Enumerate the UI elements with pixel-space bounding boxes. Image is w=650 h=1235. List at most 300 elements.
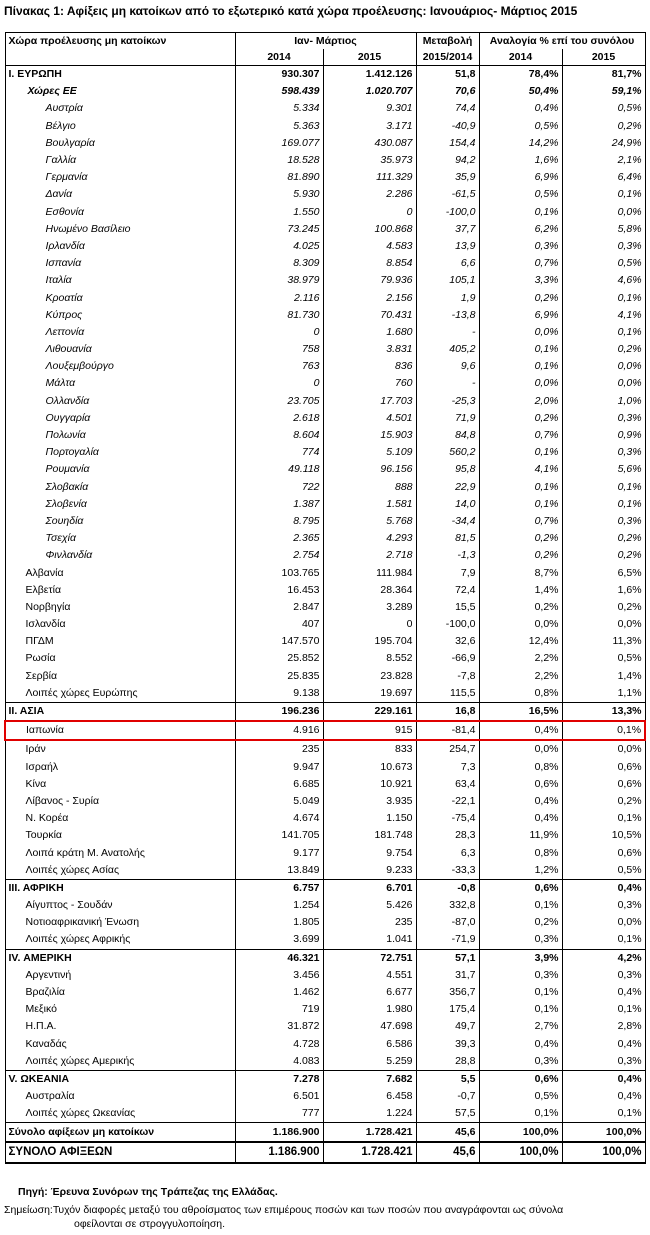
cell-2015: 72.751 (323, 949, 416, 967)
row-label: Γαλλία (5, 152, 235, 169)
table-row (5, 204, 645, 221)
cell-change: -13,8 (416, 307, 479, 324)
cell-2015: 7.682 (323, 1070, 416, 1088)
cell-share-2014: 0,1% (479, 444, 562, 461)
table-row (5, 238, 645, 255)
table-row (5, 1018, 645, 1035)
cell-share-2014: 2,2% (479, 650, 562, 667)
cell-share-2015: 0,1% (562, 324, 645, 341)
row-label: Λεττονία (5, 324, 235, 341)
row-label: V. ΩΚΕΑΝΙΑ (5, 1070, 235, 1088)
row-label: Κροατία (5, 289, 235, 306)
row-label: Πολωνία (5, 427, 235, 444)
row-label: Λιθουανία (5, 341, 235, 358)
table-row (5, 564, 645, 581)
cell-share-2015: 0,4% (562, 1070, 645, 1088)
cell-change: 74,4 (416, 100, 479, 117)
cell-change: 154,4 (416, 135, 479, 152)
cell-2015: 4.293 (323, 530, 416, 547)
row-label: Σερβία (5, 668, 235, 685)
table-row (5, 616, 645, 633)
cell-2014: 1.550 (235, 204, 323, 221)
cell-share-2014: 0,2% (479, 530, 562, 547)
cell-change: 32,6 (416, 633, 479, 650)
row-label: Νοτιοαφρικανική Ένωση (5, 914, 235, 931)
cell-share-2015: 0,1% (562, 1001, 645, 1018)
cell-2014: 49.118 (235, 461, 323, 478)
header-period: Ιαν- Μάρτιος (235, 33, 416, 50)
cell-2015: 833 (323, 740, 416, 758)
table-row (5, 221, 645, 238)
cell-change: 57,5 (416, 1105, 479, 1123)
cell-share-2014: 0,4% (479, 721, 562, 740)
row-label: Ν. Κορέα (5, 810, 235, 827)
cell-share-2015: 1,1% (562, 685, 645, 703)
cell-share-2015: 4,2% (562, 949, 645, 967)
cell-2015: 79.936 (323, 272, 416, 289)
cell-share-2015: 0,5% (562, 255, 645, 272)
footnote-line-2: οφείλονται σε στρογγυλοποίηση. (74, 1218, 226, 1230)
cell-change: 115,5 (416, 685, 479, 703)
cell-change: 37,7 (416, 221, 479, 238)
cell-share-2014: 0,0% (479, 616, 562, 633)
cell-2015: 229.161 (323, 702, 416, 721)
table-row (5, 1053, 645, 1071)
cell-2015: 0 (323, 204, 416, 221)
cell-change: 15,5 (416, 599, 479, 616)
cell-2014: 1.462 (235, 984, 323, 1001)
cell-change: 71,9 (416, 410, 479, 427)
cell-2014: 73.245 (235, 221, 323, 238)
cell-2014: 763 (235, 358, 323, 375)
cell-share-2015: 0,5% (562, 862, 645, 880)
cell-change: -7,8 (416, 668, 479, 685)
cell-2015: 9.301 (323, 100, 416, 117)
cell-2014: 4.916 (235, 721, 323, 740)
cell-change: 22,9 (416, 479, 479, 496)
row-label: ΙΙΙ. ΑΦΡΙΚΗ (5, 879, 235, 897)
cell-share-2015: 0,4% (562, 1088, 645, 1105)
row-label: Αίγυπτος - Σουδάν (5, 897, 235, 914)
cell-2015: 1.041 (323, 931, 416, 949)
row-label: Ιταλία (5, 272, 235, 289)
cell-change: -33,3 (416, 862, 479, 880)
cell-change: 94,2 (416, 152, 479, 169)
cell-share-2014: 0,6% (479, 1070, 562, 1088)
table-row (5, 289, 645, 306)
row-label: Καναδάς (5, 1036, 235, 1053)
cell-share-2014: 1,6% (479, 152, 562, 169)
cell-2014: 23.705 (235, 393, 323, 410)
cell-share-2014: 0,2% (479, 547, 562, 564)
cell-share-2015: 0,6% (562, 844, 645, 861)
cell-share-2015: 4,6% (562, 272, 645, 289)
table-row (5, 1123, 645, 1142)
table-row (5, 931, 645, 949)
header-row-2 (5, 49, 645, 66)
cell-2014: 7.278 (235, 1070, 323, 1088)
cell-share-2015: 0,5% (562, 100, 645, 117)
cell-2014: 46.321 (235, 949, 323, 967)
arrivals-table (4, 32, 646, 1164)
table-row (5, 914, 645, 931)
footnote (4, 1203, 644, 1231)
table-row (5, 152, 645, 169)
cell-2015: 195.704 (323, 633, 416, 650)
cell-2015: 2.286 (323, 186, 416, 203)
cell-change: 63,4 (416, 776, 479, 793)
cell-2014: 6.501 (235, 1088, 323, 1105)
table-row (5, 984, 645, 1001)
cell-2014: 777 (235, 1105, 323, 1123)
table-row (5, 582, 645, 599)
cell-change: -34,4 (416, 513, 479, 530)
cell-share-2015: 0,0% (562, 204, 645, 221)
cell-share-2015: 0,3% (562, 967, 645, 984)
cell-2014: 1.805 (235, 914, 323, 931)
cell-change: - (416, 375, 479, 392)
cell-2014: 1.387 (235, 496, 323, 513)
cell-2014: 774 (235, 444, 323, 461)
cell-2015: 35.973 (323, 152, 416, 169)
cell-change: 45,6 (416, 1123, 479, 1142)
cell-share-2014: 0,0% (479, 375, 562, 392)
cell-2014: 598.439 (235, 83, 323, 100)
cell-change: -0,7 (416, 1088, 479, 1105)
table-row (5, 862, 645, 880)
cell-2014: 2.847 (235, 599, 323, 616)
cell-2015: 19.697 (323, 685, 416, 703)
cell-share-2015: 2,1% (562, 152, 645, 169)
cell-2015: 5.426 (323, 897, 416, 914)
cell-change: 6,6 (416, 255, 479, 272)
row-label: Κίνα (5, 776, 235, 793)
cell-change: 16,8 (416, 702, 479, 721)
row-label: Ιρλανδία (5, 238, 235, 255)
cell-share-2014: 0,1% (479, 204, 562, 221)
cell-2015: 915 (323, 721, 416, 740)
cell-2014: 5.363 (235, 118, 323, 135)
cell-change: 28,8 (416, 1053, 479, 1071)
cell-change: 84,8 (416, 427, 479, 444)
cell-share-2015: 81,7% (562, 66, 645, 84)
cell-2015: 3.171 (323, 118, 416, 135)
table-row (5, 513, 645, 530)
cell-share-2014: 6,9% (479, 307, 562, 324)
cell-share-2015: 0,4% (562, 879, 645, 897)
cell-share-2014: 0,1% (479, 358, 562, 375)
cell-2015: 4.551 (323, 967, 416, 984)
cell-share-2014: 0,5% (479, 186, 562, 203)
cell-2015: 6.701 (323, 879, 416, 897)
cell-share-2014: 12,4% (479, 633, 562, 650)
row-label: Γερμανία (5, 169, 235, 186)
cell-share-2014: 0,1% (479, 1001, 562, 1018)
table-row (5, 897, 645, 914)
cell-2014: 81.730 (235, 307, 323, 324)
cell-share-2014: 0,5% (479, 1088, 562, 1105)
cell-share-2015: 0,9% (562, 427, 645, 444)
cell-share-2014: 0,6% (479, 776, 562, 793)
cell-share-2014: 0,4% (479, 810, 562, 827)
cell-share-2014: 50,4% (479, 83, 562, 100)
row-label: Βραζιλία (5, 984, 235, 1001)
cell-2014: 8.795 (235, 513, 323, 530)
cell-change: -25,3 (416, 393, 479, 410)
cell-share-2014: 100,0% (479, 1142, 562, 1163)
table-row (5, 100, 645, 117)
row-label: Σλοβενία (5, 496, 235, 513)
cell-2014: 31.872 (235, 1018, 323, 1035)
cell-2014: 9.177 (235, 844, 323, 861)
cell-share-2015: 100,0% (562, 1123, 645, 1142)
cell-share-2015: 0,1% (562, 931, 645, 949)
cell-share-2015: 0,3% (562, 513, 645, 530)
row-label: Λουξεμβούργο (5, 358, 235, 375)
cell-change: -1,3 (416, 547, 479, 564)
cell-share-2014: 2,0% (479, 393, 562, 410)
cell-share-2014: 0,4% (479, 100, 562, 117)
cell-share-2015: 0,1% (562, 1105, 645, 1123)
cell-share-2015: 0,6% (562, 759, 645, 776)
header-share: Αναλογία % επί του συνόλου (479, 33, 645, 50)
cell-2014: 1.186.900 (235, 1123, 323, 1142)
cell-share-2015: 0,2% (562, 547, 645, 564)
row-label: Λοιπές χώρες Ευρώπης (5, 685, 235, 703)
cell-share-2015: 0,2% (562, 599, 645, 616)
cell-2014: 8.309 (235, 255, 323, 272)
cell-share-2014: 0,0% (479, 740, 562, 758)
table-row (5, 844, 645, 861)
cell-2015: 3.831 (323, 341, 416, 358)
table-row (5, 599, 645, 616)
cell-change: 45,6 (416, 1142, 479, 1163)
cell-share-2014: 0,1% (479, 1105, 562, 1123)
cell-share-2015: 0,2% (562, 793, 645, 810)
cell-share-2014: 0,3% (479, 967, 562, 984)
row-label: Ηνωμένο Βασίλειο (5, 221, 235, 238)
cell-2014: 169.077 (235, 135, 323, 152)
cell-2015: 760 (323, 375, 416, 392)
cell-2014: 4.025 (235, 238, 323, 255)
cell-2015: 2.156 (323, 289, 416, 306)
row-label: Αυστραλία (5, 1088, 235, 1105)
cell-2014: 6.685 (235, 776, 323, 793)
cell-change: 7,3 (416, 759, 479, 776)
cell-2015: 8.854 (323, 255, 416, 272)
cell-change: 405,2 (416, 341, 479, 358)
cell-share-2015: 0,1% (562, 479, 645, 496)
table-row (5, 740, 645, 758)
cell-2014: 3.699 (235, 931, 323, 949)
cell-share-2015: 0,1% (562, 289, 645, 306)
row-label: Σύνολο αφίξεων μη κατοίκων (5, 1123, 235, 1142)
cell-2015: 1.728.421 (323, 1123, 416, 1142)
cell-share-2014: 0,4% (479, 793, 562, 810)
cell-share-2014: 0,3% (479, 1053, 562, 1071)
cell-share-2014: 0,4% (479, 1036, 562, 1053)
cell-change: -100,0 (416, 204, 479, 221)
cell-2015: 28.364 (323, 582, 416, 599)
row-label: Ολλανδία (5, 393, 235, 410)
row-label: Νορβηγία (5, 599, 235, 616)
cell-2015: 96.156 (323, 461, 416, 478)
cell-2014: 0 (235, 324, 323, 341)
cell-2015: 6.677 (323, 984, 416, 1001)
table-row (5, 1142, 645, 1163)
cell-2015: 15.903 (323, 427, 416, 444)
cell-share-2014: 0,2% (479, 599, 562, 616)
cell-2014: 5.049 (235, 793, 323, 810)
cell-2014: 1.186.900 (235, 1142, 323, 1163)
cell-2014: 6.757 (235, 879, 323, 897)
cell-change: 9,6 (416, 358, 479, 375)
cell-2014: 722 (235, 479, 323, 496)
cell-2015: 6.458 (323, 1088, 416, 1105)
cell-2015: 70.431 (323, 307, 416, 324)
cell-change: -87,0 (416, 914, 479, 931)
cell-share-2015: 0,5% (562, 650, 645, 667)
cell-change: -61,5 (416, 186, 479, 203)
cell-change: 175,4 (416, 1001, 479, 1018)
table-row (5, 461, 645, 478)
cell-share-2014: 14,2% (479, 135, 562, 152)
cell-2014: 8.604 (235, 427, 323, 444)
cell-share-2014: 0,3% (479, 238, 562, 255)
cell-share-2015: 0,0% (562, 740, 645, 758)
cell-2014: 407 (235, 616, 323, 633)
cell-change: -66,9 (416, 650, 479, 667)
cell-2015: 1.020.707 (323, 83, 416, 100)
cell-2015: 1.680 (323, 324, 416, 341)
header-row-1 (5, 33, 645, 50)
cell-share-2015: 1,4% (562, 668, 645, 685)
cell-share-2014: 0,8% (479, 685, 562, 703)
row-label: Ιαπωνία (5, 721, 235, 740)
cell-change: 14,0 (416, 496, 479, 513)
cell-change: 105,1 (416, 272, 479, 289)
table-row (5, 967, 645, 984)
row-label: Λίβανος - Συρία (5, 793, 235, 810)
cell-share-2015: 0,3% (562, 238, 645, 255)
cell-share-2015: 0,0% (562, 358, 645, 375)
cell-share-2015: 1,0% (562, 393, 645, 410)
cell-2015: 181.748 (323, 827, 416, 844)
cell-share-2014: 0,7% (479, 427, 562, 444)
cell-2014: 18.528 (235, 152, 323, 169)
table-row (5, 358, 645, 375)
cell-2015: 1.150 (323, 810, 416, 827)
cell-share-2014: 11,9% (479, 827, 562, 844)
table-row (5, 496, 645, 513)
table-row (5, 1036, 645, 1053)
row-label: Φινλανδία (5, 547, 235, 564)
cell-change: 31,7 (416, 967, 479, 984)
cell-2014: 758 (235, 341, 323, 358)
cell-change: -81,4 (416, 721, 479, 740)
table-row (5, 1088, 645, 1105)
cell-share-2014: 0,3% (479, 931, 562, 949)
cell-2015: 100.868 (323, 221, 416, 238)
cell-2014: 4.728 (235, 1036, 323, 1053)
cell-share-2014: 0,2% (479, 914, 562, 931)
row-label: Ελβετία (5, 582, 235, 599)
table-row (5, 393, 645, 410)
cell-share-2014: 0,1% (479, 984, 562, 1001)
cell-share-2014: 4,1% (479, 461, 562, 478)
row-label: Σουηδία (5, 513, 235, 530)
cell-share-2015: 0,6% (562, 776, 645, 793)
table-row (5, 793, 645, 810)
cell-share-2014: 0,0% (479, 324, 562, 341)
table-row (5, 949, 645, 967)
cell-change: 13,9 (416, 238, 479, 255)
table-row (5, 83, 645, 100)
cell-2015: 836 (323, 358, 416, 375)
cell-change: 7,9 (416, 564, 479, 581)
cell-change: -100,0 (416, 616, 479, 633)
cell-change: 356,7 (416, 984, 479, 1001)
row-label: Λοιπές χώρες Αμερικής (5, 1053, 235, 1071)
table-row (5, 1070, 645, 1088)
cell-2014: 4.674 (235, 810, 323, 827)
table-row (5, 633, 645, 650)
row-label: Αυστρία (5, 100, 235, 117)
cell-share-2015: 0,3% (562, 1053, 645, 1071)
cell-share-2015: 0,0% (562, 914, 645, 931)
cell-2015: 1.581 (323, 496, 416, 513)
table-row (5, 776, 645, 793)
cell-change: 95,8 (416, 461, 479, 478)
row-label: ΣΥΝΟΛΟ ΑΦΙΞΕΩΝ (5, 1142, 235, 1163)
cell-share-2015: 2,8% (562, 1018, 645, 1035)
cell-change: -0,8 (416, 879, 479, 897)
table-row (5, 186, 645, 203)
cell-share-2014: 0,1% (479, 496, 562, 513)
cell-2015: 4.583 (323, 238, 416, 255)
cell-2015: 1.980 (323, 1001, 416, 1018)
cell-change: -75,4 (416, 810, 479, 827)
cell-share-2014: 3,3% (479, 272, 562, 289)
cell-change: -40,9 (416, 118, 479, 135)
table-row (5, 879, 645, 897)
cell-share-2014: 1,2% (479, 862, 562, 880)
cell-change: 72,4 (416, 582, 479, 599)
table-row (5, 135, 645, 152)
header-change-period: 2015/2014 (416, 49, 479, 66)
row-label: Αλβανία (5, 564, 235, 581)
cell-change: 28,3 (416, 827, 479, 844)
cell-share-2015: 0,2% (562, 341, 645, 358)
cell-share-2015: 0,0% (562, 375, 645, 392)
cell-change: 1,9 (416, 289, 479, 306)
cell-share-2014: 8,7% (479, 564, 562, 581)
cell-2014: 2.754 (235, 547, 323, 564)
header-share-2015: 2015 (562, 49, 645, 66)
cell-2015: 3.289 (323, 599, 416, 616)
highlighted-table-row (5, 721, 645, 740)
cell-2014: 141.705 (235, 827, 323, 844)
cell-2014: 3.456 (235, 967, 323, 984)
cell-share-2014: 0,6% (479, 879, 562, 897)
table-row (5, 375, 645, 392)
cell-2015: 1.224 (323, 1105, 416, 1123)
row-label: ΙΙ. ΑΣΙΑ (5, 702, 235, 721)
cell-share-2014: 78,4% (479, 66, 562, 84)
cell-share-2015: 5,8% (562, 221, 645, 238)
table-row (5, 427, 645, 444)
cell-2015: 2.718 (323, 547, 416, 564)
